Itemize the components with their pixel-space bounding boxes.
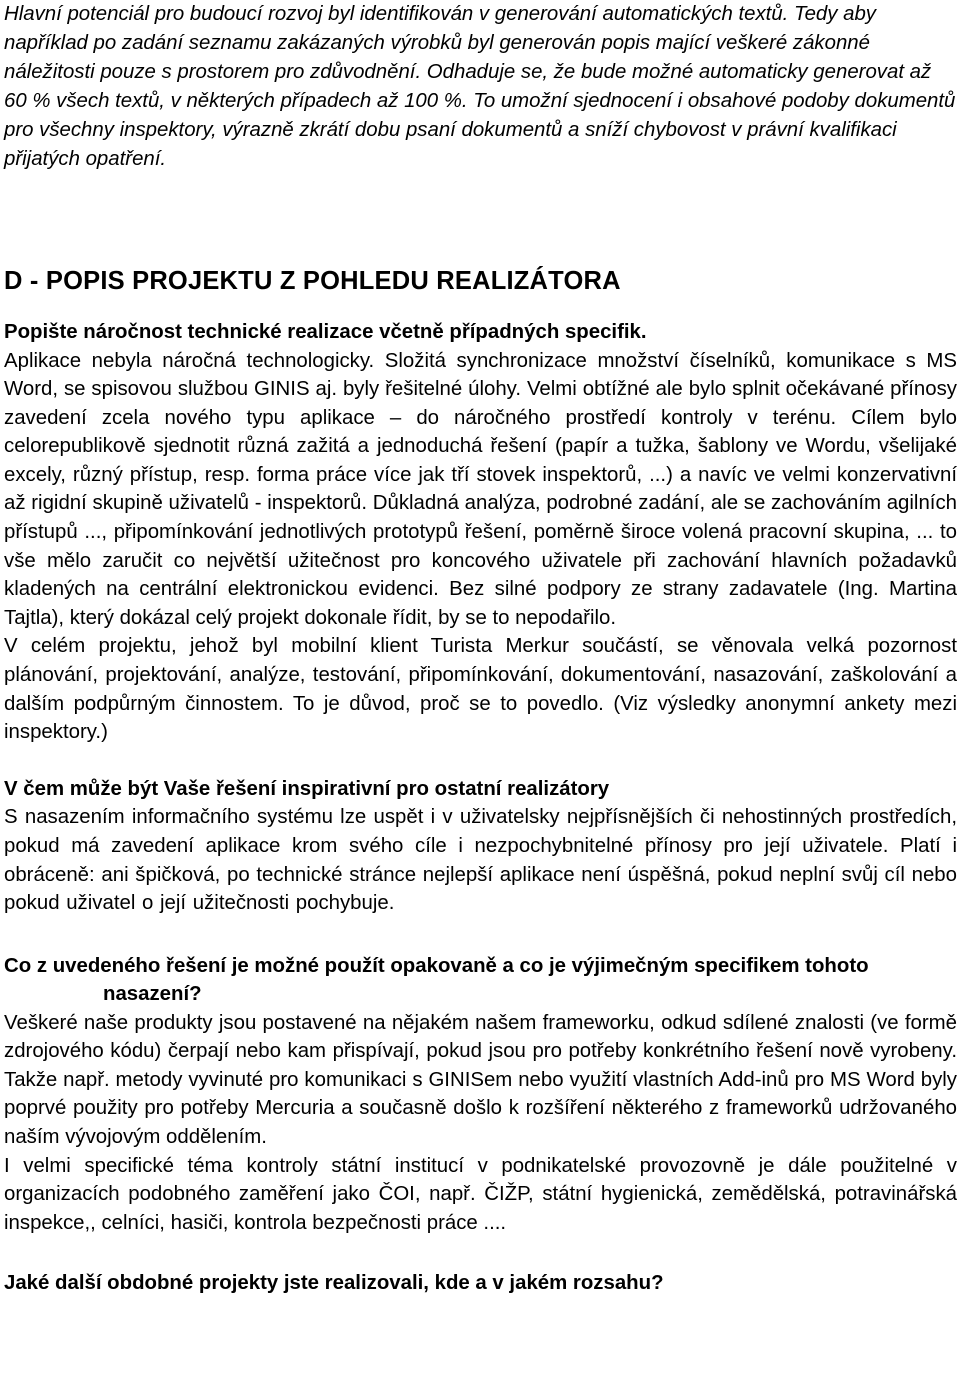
answer-reusability-p1: Veškeré naše produkty jsou postavené na nějakém našem frameworku, odkud sdílené znalosti (ve formě zdrojového kódu) čerpají nebo kam přispívají, pokud jsou pro potřeby konkrétního řešení nově vyrobeny. Takže např. metody vyvinuté pro komunikaci s GINISem nebo využití vlastních Add-inů pro MS Word byly poprvé použity pro potřeby Mercuria a současně došlo k rozšíření některého z frameworků udržovaného naším vývojovým oddělením. — [4, 1011, 957, 1149]
answer-inspirational: S nasazením informačního systému lze uspět i v uživatelsky nejpřísnějších či nehostinných prostředích, pokud má zavedení aplikace krom svého cíle i nezpochybnitelné přínosy pro její uživatele. Platí i obráceně: ani špičková, po technické stránce nejlepší aplikace není úspěšná, pokud neplní svůj cíl nebo pokud uživatel o její užitečnosti pochybuje. — [4, 806, 957, 915]
answer-technical-complexity-p2: V celém projektu, jehož byl mobilní klient Turista Merkur součástí, se věnovala velká pozornost plánování, projektování, analýze, testování, připomínkování, dokumentování, nasazování, zaškolování a dalším podpůrným činnostem. To je důvod, proč se to povedlo. (Viz výsledky anonymní ankety mezi inspektory.) — [4, 635, 957, 744]
section-heading: D - POPIS PROJEKTU Z POHLEDU REALIZÁTORA — [4, 267, 621, 295]
question-inspirational: V čem může být Vaše řešení inspirativní pro ostatní realizátory — [4, 777, 610, 800]
question-technical-complexity: Popište náročnost technické realizace včetně případných specifik. — [4, 321, 647, 343]
answer-reusability-p2: I velmi specifické téma kontroly státní institucí v podnikatelské provozovně je dále použitelné v organizacích podobného zaměření jako ČOI, např. ČIŽP, státní hygienická, zemědělská, potravinářská inspekce,, celníci, hasiči, kontrola bezpečnosti práce .... — [4, 1154, 957, 1234]
question-other-projects: Jaké další obdobné projekty jste realizovali, kde a v jakém rozsahu? — [4, 1272, 664, 1295]
intro-paragraph: Hlavní potenciál pro budoucí rozvoj byl identifikován v generování automatických textů. Tedy aby například po zadání seznamu zakázaných výrobků byl generován popis mající veškeré zákonné náležitosti pouze s prostorem pro zdůvodnění. Odhaduje se, že bude možné automaticky generovat až 60 % všech textů, v některých případech až 100 %. To umožní sjednocení i obsahové podoby dokumentů pro všechny inspektory, výrazně zkrátí dobu psaní dokumentů a sníží chybovost v právní kvalifikaci přijatých opatření. — [4, 3, 956, 170]
question-reusability: Co z uvedeného řešení je možné použít opakovaně a co je výjimečným specifikem tohoto nasazení? — [4, 954, 869, 1006]
document-page — [4, 0, 957, 1298]
answer-technical-complexity-p1: Aplikace nebyla náročná technologicky. Složitá synchronizace množství číselníků, komunikace s MS Word, se spisovou službou GINIS aj. byly řešitelné úlohy. Velmi obtížné ale bylo splnit očekávané přínosy zavedení zcela nového typu aplikace – do náročného prostředí kontroly v terénu. Cílem bylo celorepublikově sjednotit různá zažitá a jednoduchá řešení (papír a tužka, šablony ve Wordu, všelijaké excely, různý přístup, resp. forma práce více jak tří stovek inspektorů, ...) a navíc ve velmi konzervativní až rigidní skupině uživatelů - inspektorů. Důkladná analýza, podrobné zadání, ale se zachováním agilních přístupů ..., připomínkování jednotlivých prototypů řešení, poměrně široce volená pracovní skupina, ... to vše mělo zaručit co největší užitečnost pro koncového uživatele při zachování hlavních požadavků kladených na centrální elektronickou evidenci. Bez silné podpory ze strany zadavatele (Ing. Martina Tajtla), který dokázal celý projekt dokonale řídit, by se to nepodařilo. — [4, 349, 957, 629]
